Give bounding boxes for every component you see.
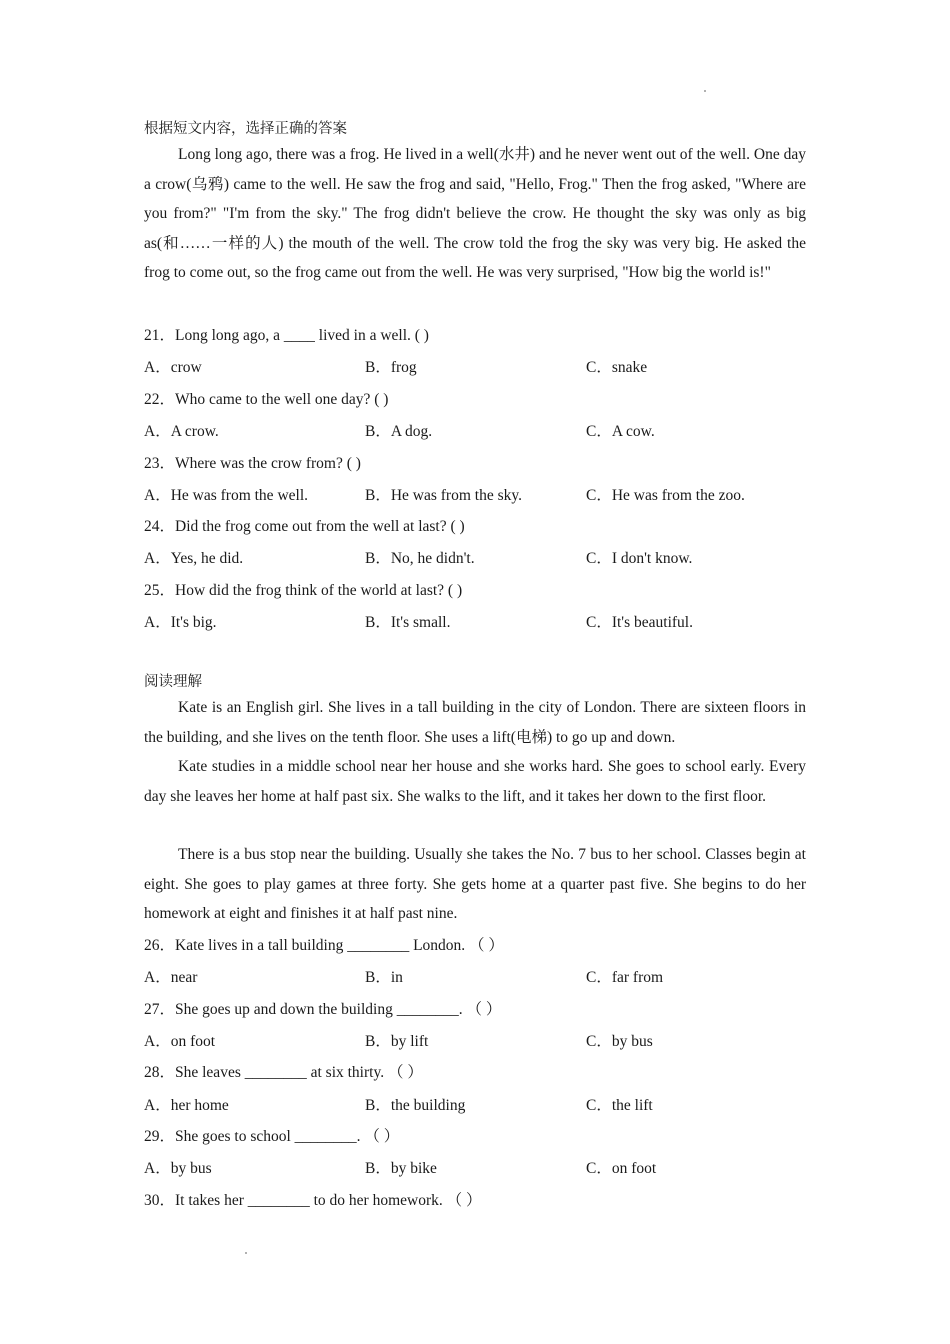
question-26: 26．Kate lives in a tall building ________ London. （ ） — [144, 937, 504, 954]
q25-option-b: B．It's small. — [365, 614, 451, 631]
question-24: 24．Did the frog come out from the well at last? ( ) — [144, 518, 465, 535]
scan-speck — [245, 1252, 247, 1254]
q26-option-c: C．far from — [586, 969, 664, 986]
question-28: 28．She leaves ________ at six thirty. （ ） — [144, 1064, 423, 1081]
q27-option-b: B．by lift — [365, 1033, 429, 1050]
question-27: 27．She goes up and down the building ________. （ ） — [144, 1001, 502, 1018]
q24-option-a: A．Yes, he did. — [144, 550, 244, 567]
section2-paragraph-3: There is a bus stop near the building. Usually she takes the No. 7 bus to her school. Classes begin at eight. She goes to play games at three forty. She gets home at a quarter past five. She begins to do her homework at eight and finishes it at half past nine. — [144, 846, 806, 922]
q23-option-a: A．He was from the well. — [144, 487, 308, 504]
q27-option-c: C．by bus — [586, 1033, 653, 1050]
q28-option-a: A．her home — [144, 1097, 229, 1114]
q21-option-b: B．frog — [365, 359, 417, 376]
question-22: 22．Who came to the well one day? ( ) — [144, 391, 389, 408]
q28-option-b: B．the building — [365, 1097, 466, 1114]
section2-title: 阅读理解 — [144, 674, 202, 690]
q24-option-b: B．No, he didn't. — [365, 550, 475, 567]
q21-option-c: C．snake — [586, 359, 648, 376]
q26-option-a: A．near — [144, 969, 198, 986]
q29-option-b: B．by bike — [365, 1160, 437, 1177]
q29-option-a: A．by bus — [144, 1160, 212, 1177]
section2-paragraph-1: Kate is an English girl. She lives in a tall building in the city of London. There are sixteen floors in the building, and she lives on the tenth floor. She uses a lift(电梯) to go up and down. — [144, 699, 806, 746]
q22-option-b: B．A dog. — [365, 423, 433, 440]
q25-option-a: A．It's big. — [144, 614, 217, 631]
q25-option-c: C．It's beautiful. — [586, 614, 693, 631]
q27-option-a: A．on foot — [144, 1033, 216, 1050]
q29-option-c: C．on foot — [586, 1160, 657, 1177]
section2-paragraph-2: Kate studies in a middle school near her house and she works hard. She goes to school early. Every day she leaves her home at half past six. She walks to the lift, and it takes her down to the first floor. — [144, 758, 806, 805]
question-23: 23．Where was the crow from? ( ) — [144, 455, 361, 472]
scan-speck — [704, 90, 706, 92]
q23-option-c: C．He was from the zoo. — [586, 487, 745, 504]
question-21: 21．Long long ago, a ____ lived in a well. ( ) — [144, 327, 429, 344]
q28-option-c: C．the lift — [586, 1097, 653, 1114]
question-29: 29．She goes to school ________. （ ） — [144, 1128, 400, 1145]
question-30: 30．It takes her ________ to do her homework. （ ） — [144, 1192, 482, 1209]
q21-option-a: A．crow — [144, 359, 202, 376]
section1-passage: Long long ago, there was a frog. He lived in a well(水井) and he never went out of the well. One day a crow(乌鸦) came to the well. He saw the frog and said, "Hello, Frog." Then the frog asked, "Where are you from?" "I'm from the sky." The frog didn't believe the crow. He thought the sky was only as big as(和……一样的人) the mouth of the well. The crow told the frog the sky was very big. He asked the frog to come out, so the frog came out from the well. He was very surprised, "How big the world is!" — [144, 146, 806, 281]
q26-option-b: B．in — [365, 969, 403, 986]
question-25: 25．How did the frog think of the world at last? ( ) — [144, 582, 463, 599]
q22-option-c: C．A cow. — [586, 423, 655, 440]
q23-option-b: B．He was from the sky. — [365, 487, 522, 504]
q24-option-c: C．I don't know. — [586, 550, 693, 567]
section1-title: 根据短文内容，选择正确的答案 — [144, 121, 347, 137]
q22-option-a: A．A crow. — [144, 423, 219, 440]
